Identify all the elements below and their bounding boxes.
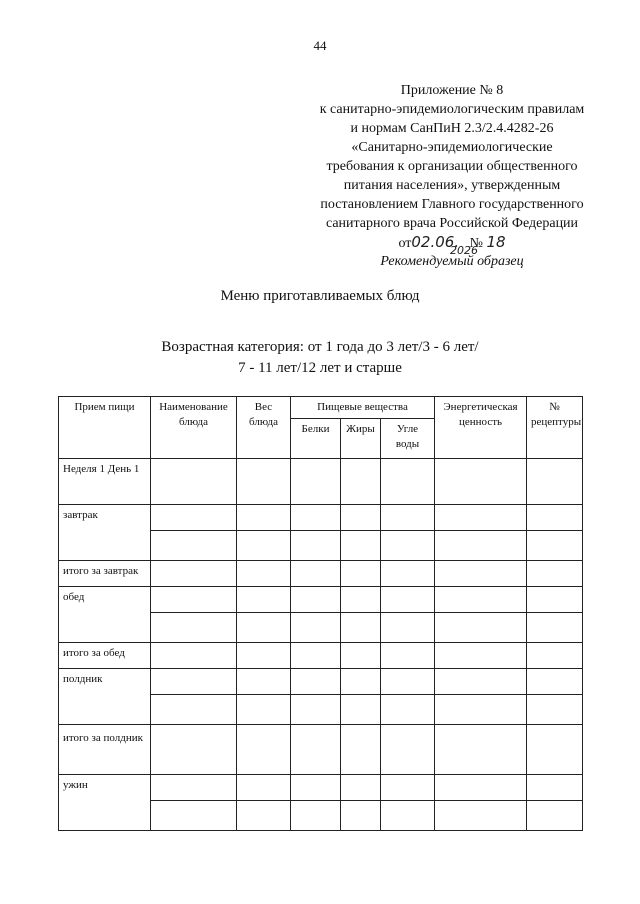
header-carbs: Угле воды [381,419,435,459]
table-row [59,587,583,613]
signature-line [302,233,602,257]
row-label-dinner: ужин [59,775,151,831]
row-label-week-day: Неделя 1 День 1 [59,459,151,505]
page-number: 44 [313,38,327,53]
table-row [59,643,583,669]
appendix-line: постановлением Главного государственного [320,197,584,212]
row-label-breakfast: завтрак [59,505,151,561]
table-row [59,459,583,505]
appendix-line: и нормам СанПиН 2.3/2.4.4282-26 [350,121,554,136]
appendix-line: требования к организации общественного [326,159,578,174]
appendix-block [302,81,602,271]
header-proteins: Белки [291,419,341,459]
header-dish: Наименование блюда [151,397,237,459]
header-recipe-number: № рецептуры [527,397,583,459]
appendix-line: Приложение № 8 [400,83,504,98]
header-weight: Вес блюда [237,397,291,459]
handwritten-number: 18 [486,233,506,251]
header-energy: Энергетическая ценность [435,397,527,459]
header-meal: Прием пищи [59,397,151,459]
age-category [0,337,640,379]
age-category-line: Возрастная категория: от 1 года до 3 лет/3 - 6 лет/ [161,339,479,355]
row-label-snack: полдник [59,669,151,725]
handwritten-year: 2026 [450,244,478,257]
handwritten-date: 02.06. [411,233,460,251]
sig-prefix: от [398,236,412,251]
appendix-line: к санитарно-эпидемиологическим правилам [319,102,585,117]
menu-table [58,396,583,831]
row-label-snack-total: итого за полдник [59,725,151,775]
header-nutrients: Пищевые вещества [291,397,435,419]
table-row [59,505,583,531]
sig-number-label: № [469,236,483,251]
row-label-lunch-total: итого за обед [59,643,151,669]
table-row [59,561,583,587]
recommended-sample: Рекомендуемый образец [380,254,524,269]
appendix-line: «Санитарно-эпидемиологические [351,140,553,155]
appendix-line: санитарного врача Российской Федерации [325,216,579,231]
header-fats: Жиры [341,419,381,459]
age-category-line: 7 - 11 лет/12 лет и старше [238,360,402,376]
table-row [59,775,583,801]
row-label-breakfast-total: итого за завтрак [59,561,151,587]
appendix-line: питания населения», утвержденным [343,178,561,193]
table-row [59,669,583,695]
row-label-lunch: обед [59,587,151,643]
table-row [59,725,583,775]
document-title: Меню приготавливаемых блюд [220,288,420,304]
